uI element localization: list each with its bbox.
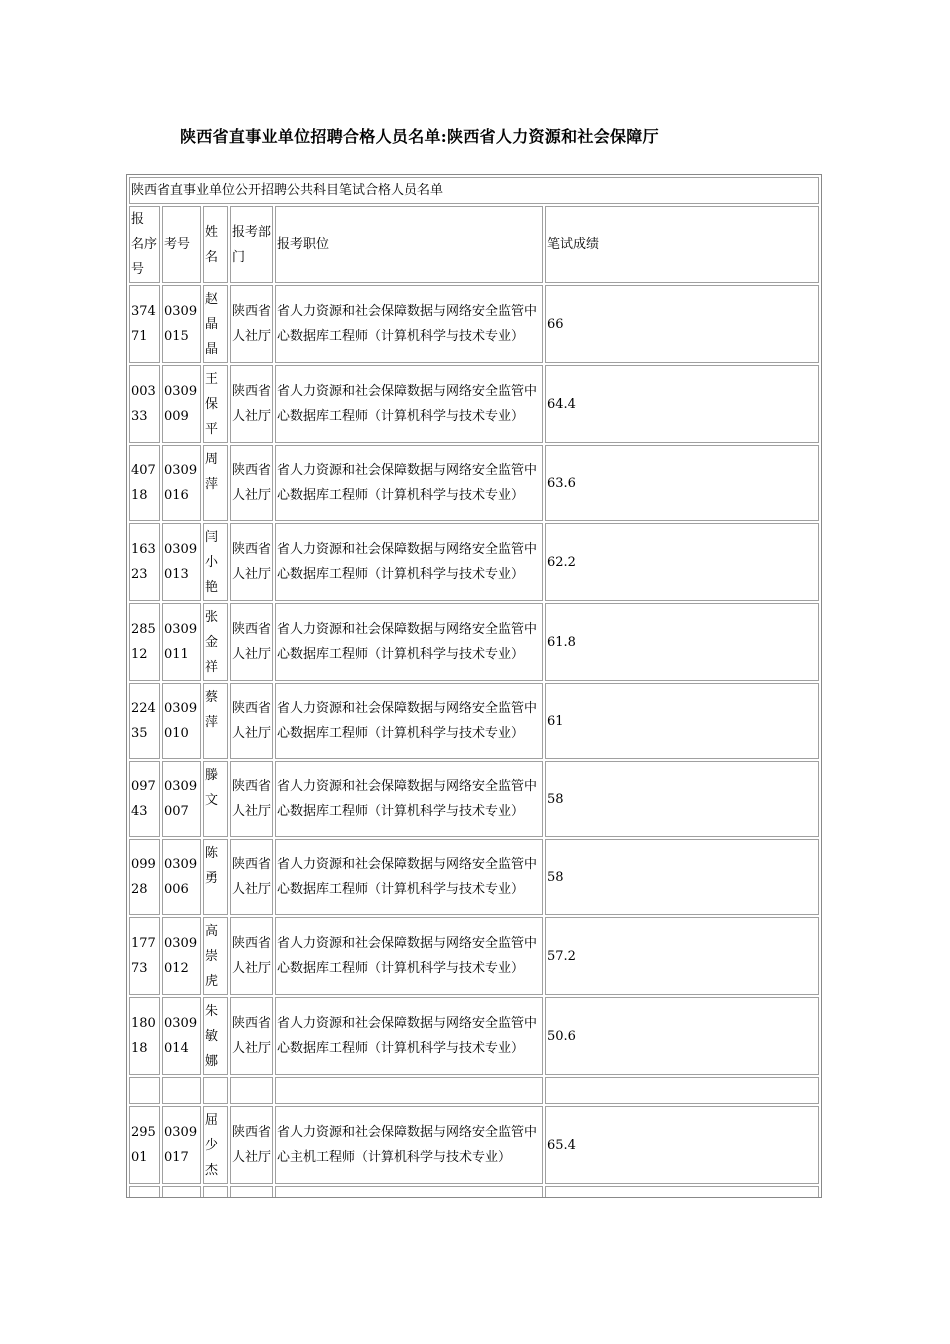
header-regno: 报 名序号 (129, 206, 160, 283)
cell-regno: 29501 (129, 1106, 160, 1184)
cell-name: 赵晶晶 (203, 285, 228, 363)
cell-regno: 22435 (129, 683, 160, 759)
cell-dept: 陕西省人社厅 (230, 365, 273, 443)
cell-position: 省人力资源和社会保障数据与网络安全监管中心数据库工程师（计算机科学与技术专业） (275, 603, 543, 681)
cell-dept: 陕西省人社厅 (230, 285, 273, 363)
cell-exam-no: 0309007 (162, 761, 201, 837)
cell-exam-no: 0309017 (162, 1106, 201, 1184)
cell-exam-no: 0309015 (162, 285, 201, 363)
cell-score: 58 (545, 761, 819, 837)
cell-dept (230, 1186, 273, 1198)
header-name: 姓名 (203, 206, 228, 283)
cell-exam-no (162, 1186, 201, 1198)
cell-regno: 37471 (129, 285, 160, 363)
cell-regno: 40718 (129, 445, 160, 521)
cell-position: 省人力资源和社会保障数据与网络安全监管中心数据库工程师（计算机科学与技术专业） (275, 997, 543, 1075)
cell-position: 省人力资源和社会保障数据与网络安全监管中心数据库工程师（计算机科学与技术专业） (275, 285, 543, 363)
header-dept: 报考部门 (230, 206, 273, 283)
empty-cell (203, 1077, 228, 1104)
cell-exam-no: 0309011 (162, 603, 201, 681)
cell-exam-no: 0309016 (162, 445, 201, 521)
cell-position: 省人力资源和社会保障数据与网络安全监管中心数据库工程师（计算机科学与技术专业） (275, 839, 543, 915)
empty-cell (545, 1077, 819, 1104)
cell-name: 周萍 (203, 445, 228, 521)
cell-score: 50.6 (545, 997, 819, 1075)
table-row (129, 445, 819, 521)
table-row (129, 365, 819, 443)
cell-score: 65.4 (545, 1106, 819, 1184)
results-table-frame (126, 174, 822, 1198)
cell-dept: 陕西省人社厅 (230, 917, 273, 995)
header-score: 笔试成绩 (545, 206, 819, 283)
cell-score: 58 (545, 839, 819, 915)
table-row (129, 761, 819, 837)
cell-position (275, 1186, 543, 1198)
cell-position: 省人力资源和社会保障数据与网络安全监管中心主机工程师（计算机科学与技术专业） (275, 1106, 543, 1184)
cell-name: 张金祥 (203, 603, 228, 681)
page-title: 陕西省直事业单位招聘合格人员名单:陕西省人力资源和社会保障厅 (180, 127, 659, 146)
table-row (129, 839, 819, 915)
cell-regno: 00333 (129, 365, 160, 443)
cell-regno: 18018 (129, 997, 160, 1075)
cell-dept: 陕西省人社厅 (230, 603, 273, 681)
table-row (129, 917, 819, 995)
cell-position: 省人力资源和社会保障数据与网络安全监管中心数据库工程师（计算机科学与技术专业） (275, 365, 543, 443)
header-position: 报考职位 (275, 206, 543, 283)
cell-name: 滕文 (203, 761, 228, 837)
cell-score: 64.4 (545, 365, 819, 443)
results-table (127, 175, 821, 1198)
cell-dept: 陕西省人社厅 (230, 683, 273, 759)
empty-cell (162, 1077, 201, 1104)
table-row (129, 683, 819, 759)
cell-name: 高崇虎 (203, 917, 228, 995)
cell-score: 61 (545, 683, 819, 759)
cell-position: 省人力资源和社会保障数据与网络安全监管中心数据库工程师（计算机科学与技术专业） (275, 523, 543, 601)
empty-cell (230, 1077, 273, 1104)
cell-position: 省人力资源和社会保障数据与网络安全监管中心数据库工程师（计算机科学与技术专业） (275, 761, 543, 837)
cell-dept: 陕西省人社厅 (230, 445, 273, 521)
cell-regno: 17773 (129, 917, 160, 995)
cell-dept: 陕西省人社厅 (230, 523, 273, 601)
cell-exam-no: 0309009 (162, 365, 201, 443)
empty-cell (275, 1077, 543, 1104)
cell-exam-no: 0309006 (162, 839, 201, 915)
cell-name: 朱敏娜 (203, 997, 228, 1075)
cell-regno: 16323 (129, 523, 160, 601)
cell-position: 省人力资源和社会保障数据与网络安全监管中心数据库工程师（计算机科学与技术专业） (275, 917, 543, 995)
header-exam-no: 考号 (162, 206, 201, 283)
cell-score (545, 1186, 819, 1198)
cell-dept: 陕西省人社厅 (230, 839, 273, 915)
table-row (129, 285, 819, 363)
cell-regno: 09928 (129, 839, 160, 915)
cell-regno (129, 1186, 160, 1198)
cell-name: 陈勇 (203, 839, 228, 915)
table-row (129, 603, 819, 681)
cell-regno: 28512 (129, 603, 160, 681)
cell-exam-no: 0309014 (162, 997, 201, 1075)
cell-regno: 09743 (129, 761, 160, 837)
cell-name: 闫小艳 (203, 523, 228, 601)
cell-exam-no: 0309010 (162, 683, 201, 759)
cell-score: 62.2 (545, 523, 819, 601)
table-caption: 陕西省直事业单位公开招聘公共科目笔试合格人员名单 (129, 177, 819, 204)
blank-row (129, 1077, 819, 1104)
cell-name: 蔡萍 (203, 683, 228, 759)
cell-name (203, 1186, 228, 1198)
cell-exam-no: 0309012 (162, 917, 201, 995)
cell-position: 省人力资源和社会保障数据与网络安全监管中心数据库工程师（计算机科学与技术专业） (275, 683, 543, 759)
cell-dept: 陕西省人社厅 (230, 997, 273, 1075)
cell-score: 61.8 (545, 603, 819, 681)
table-row (129, 1106, 819, 1184)
table-row (129, 523, 819, 601)
header-row (129, 206, 819, 283)
empty-cell (129, 1077, 160, 1104)
cell-dept: 陕西省人社厅 (230, 1106, 273, 1184)
cell-position: 省人力资源和社会保障数据与网络安全监管中心数据库工程师（计算机科学与技术专业） (275, 445, 543, 521)
table-row (129, 1186, 819, 1198)
cell-score: 63.6 (545, 445, 819, 521)
cell-name: 屈少杰 (203, 1106, 228, 1184)
cell-dept: 陕西省人社厅 (230, 761, 273, 837)
cell-score: 57.2 (545, 917, 819, 995)
table-row (129, 997, 819, 1075)
cell-name: 王保平 (203, 365, 228, 443)
cell-score: 66 (545, 285, 819, 363)
cell-exam-no: 0309013 (162, 523, 201, 601)
